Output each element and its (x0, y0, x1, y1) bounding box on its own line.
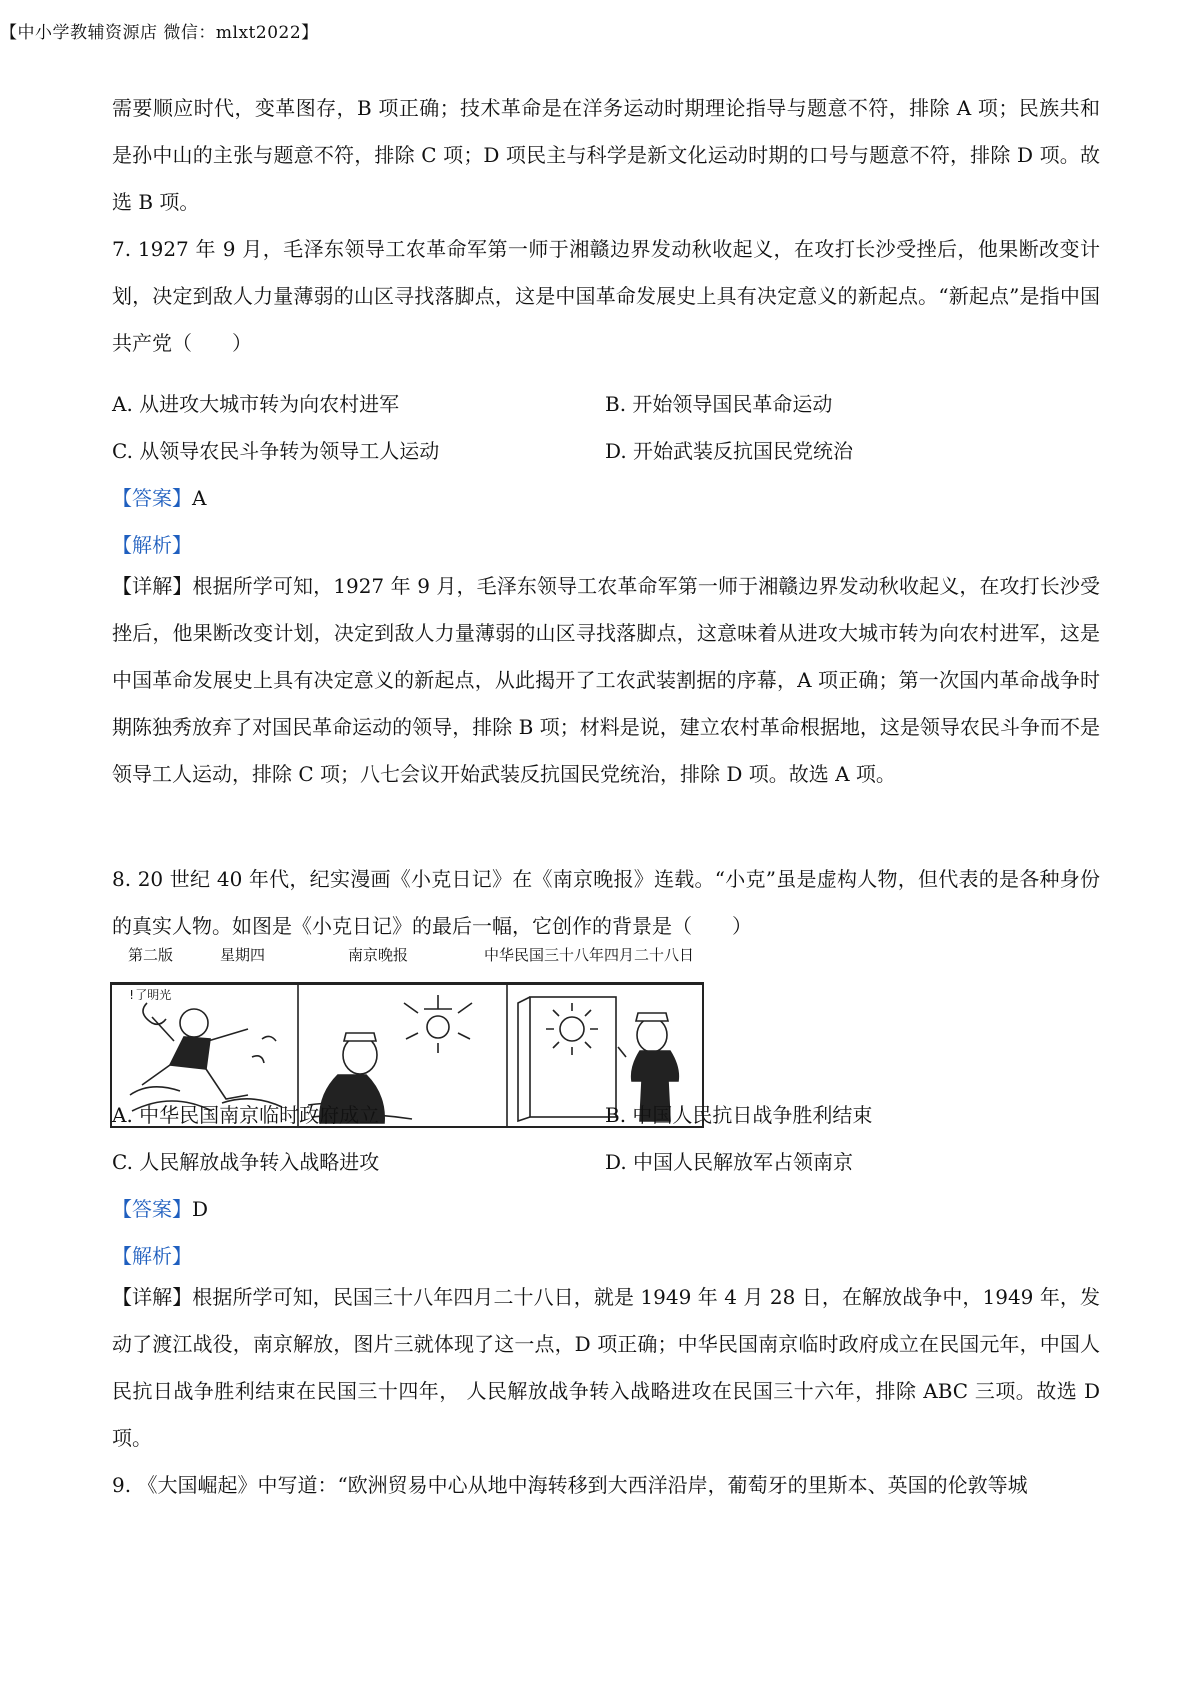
question-8-option-a: A. 中华民国南京临时政府成立 (112, 1103, 380, 1127)
intro-paragraph-block (112, 85, 1100, 226)
question-7-detail: 【详解】根据所学可知，1927 年 9 月，毛泽东领导工农革命军第一师于湘赣边界发动秋收起义，在攻打长沙受挫后，他果断改变计划，决定到敌人力量薄弱的山区寻找落脚点，这意味着从进攻大城市转为向农村进军，这是中国革命发展史上具有决定意义的新起点，从此揭开了工农武装割据的序幕，A 项正确；第一次国内革命战争时期陈独秀放弃了对国民革命运动的领导，排除 B 项；材料是说，建立农村革命根据地，这是领导农民斗争而不是领导工人运动，排除 C 项；八七会议开始武装反抗国民党统治，排除 D 项。故选 A 项。 (112, 574, 1100, 786)
question-7-answer-line (112, 482, 1100, 512)
question-9-stem-block (112, 1462, 1100, 1509)
panel-1-caption: !了明光 (128, 988, 172, 1002)
answer-value: A (192, 486, 207, 510)
answer-label: 【答案】 (112, 486, 192, 510)
question-7-option-a: A. 从进攻大城市转为向农村进军 (112, 392, 400, 416)
question-7-option-b: B. 开始领导国民革命运动 (605, 392, 833, 416)
panel-1-figure (130, 1003, 282, 1111)
question-8-options-row-1 (112, 1099, 1100, 1129)
answer-label: 【答案】 (112, 1197, 192, 1221)
analysis-label: 【解析】 (112, 1244, 192, 1268)
question-8-detail: 【详解】根据所学可知，民国三十八年四月二十八日，就是 1949 年 4 月 28 日，在解放战争中，1949 年，发动了渡江战役，南京解放，图片三就体现了这一点，D 项正确；中华民国南京临时政府成立在民国元年，中国人民抗日战争胜利结束在民国三十四年， 人民解放战争转入战略进攻在民国三十六年，排除 ABC 三项。故选 D 项。 (112, 1285, 1100, 1450)
question-7-option-c: C. 从领导农民斗争转为领导工人运动 (112, 439, 440, 463)
question-8-option-d: D. 中国人民解放军占领南京 (605, 1150, 854, 1174)
question-7-options-row-2 (112, 435, 1100, 465)
question-8-stem-block (112, 856, 1100, 950)
question-8-answer-line (112, 1193, 1100, 1223)
question-7-options-row-1 (112, 388, 1100, 418)
question-7-option-d: D. 开始武装反抗国民党统治 (605, 439, 854, 463)
newspaper-header (112, 944, 704, 966)
answer-value: D (192, 1197, 209, 1221)
newspaper-title: 南京晚报 (348, 946, 409, 964)
question-7-analysis-line (112, 529, 1100, 559)
intro-paragraph: 需要顺应时代，变革图存，B 项正确；技术革命是在洋务运动时期理论指导与题意不符，排除 A 项；民族共和是孙中山的主张与题意不符，排除 C 项；D 项民主与科学是新文化运动时期的口号与题意不符，排除 D 项。故选 B 项。 (112, 96, 1100, 214)
newspaper-edition: 第二版 (128, 946, 174, 964)
question-8-option-b: B. 中国人民抗日战争胜利结束 (605, 1103, 873, 1127)
analysis-label: 【解析】 (112, 533, 192, 557)
question-9-stem: 9. 《大国崛起》中写道：“欧洲贸易中心从地中海转移到大西洋沿岸，葡萄牙的里斯本、英国的伦敦等城 (112, 1473, 1028, 1497)
newspaper-day: 星期四 (220, 946, 266, 964)
question-7-stem: 7. 1927 年 9 月，毛泽东领导工农革命军第一师于湘赣边界发动秋收起义，在攻打长沙受挫后，他果断改变计划，决定到敌人力量薄弱的山区寻找落脚点，这是中国革命发展史上具有决定意义的新起点。“新起点”是指中国共产党（ ） (112, 237, 1100, 355)
question-8-option-c: C. 人民解放战争转入战略进攻 (112, 1150, 380, 1174)
question-8-detail-block (112, 1274, 1100, 1462)
question-8-stem: 8. 20 世纪 40 年代，纪实漫画《小克日记》在《南京晚报》连载。“小克”虽是虚构人物，但代表的是各种身份的真实人物。如图是《小克日记》的最后一幅，它创作的背景是（ ） (112, 867, 1100, 938)
question-7-detail-block (112, 563, 1100, 798)
newspaper-date: 中华民国三十八年四月二十八日 (484, 946, 695, 964)
question-7-stem-block (112, 226, 1100, 367)
question-8-options-row-2 (112, 1146, 1100, 1176)
question-8-analysis-line (112, 1240, 1100, 1270)
watermark: 【中小学教辅资源店 微信：mlxt2022】 (0, 23, 319, 43)
